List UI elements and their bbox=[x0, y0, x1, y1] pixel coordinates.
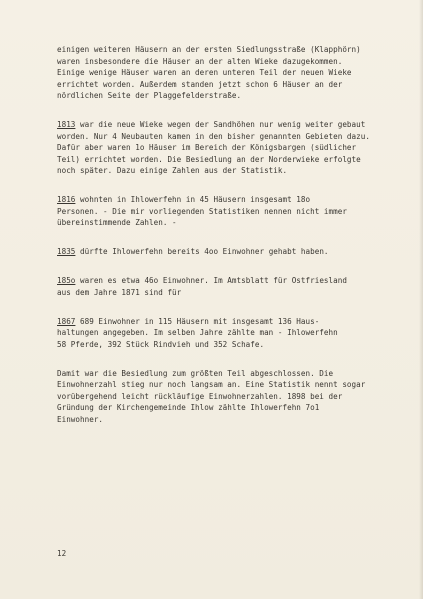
text-line: Gründung der Kirchengemeinde Ihlow zählte Ihlowerfehn 7o1 bbox=[57, 403, 320, 412]
text-line: Personen. - Die mir vorliegenden Statistiken nennen nicht immer bbox=[57, 206, 347, 216]
paragraph-conclusion bbox=[57, 368, 387, 426]
year-label: 1813 bbox=[57, 120, 76, 129]
year-label: 1816 bbox=[57, 195, 76, 204]
paragraph-1816 bbox=[57, 194, 387, 229]
text-line: Einige wenige Häuser waren an deren unteren Teil der neuen Wieke bbox=[57, 68, 352, 77]
text-line: worden. Nur 4 Neubauten kamen in den bisher genannten Gebieten dazu. bbox=[57, 131, 370, 141]
text-line bbox=[57, 119, 387, 131]
year-label: 1835 bbox=[57, 247, 76, 256]
page-body bbox=[57, 44, 387, 443]
page-number: 12 bbox=[57, 549, 67, 558]
paragraph-1867 bbox=[57, 316, 387, 351]
paragraph-1835 bbox=[57, 246, 387, 258]
text-line: noch später. Dazu einige Zahlen aus der Statistik. bbox=[57, 166, 288, 175]
text-fragment: dürfte Ihlowerfehn bereits 4oo Einwohner gehabt haben. bbox=[75, 247, 329, 256]
text-line: übereinstimmende Zahlen. - bbox=[57, 218, 177, 227]
paragraph-settlement-intro bbox=[57, 44, 387, 102]
text-line: nördlichen Seite der Plaggefelderstraße. bbox=[57, 91, 242, 100]
text-line: Dafür aber waren 1o Häuser im Bereich der Königsbargen (südlicher bbox=[57, 143, 357, 152]
text-fragment: wohnten in Ihlowerfehn in 45 Häusern insgesamt 18o bbox=[75, 195, 311, 204]
page-edge-shadow bbox=[419, 0, 423, 599]
text-line: aus dem Jahre 1871 sind für bbox=[57, 287, 182, 297]
paragraph-1813 bbox=[57, 119, 387, 177]
text-line: Einwohnerzahl stieg nur noch langsam an. Eine Statistik nennt sogar bbox=[57, 380, 366, 389]
text-line: vorübergehend leicht rückläufige Einwohnerzahlen. 1898 bei der bbox=[57, 391, 343, 401]
text-line bbox=[57, 275, 387, 287]
text-fragment: waren es etwa 46o Einwohner. Im Amtsblatt für Ostfriesland bbox=[75, 276, 347, 285]
text-line bbox=[57, 316, 387, 328]
year-label: 185o bbox=[57, 276, 76, 285]
text-line bbox=[57, 246, 387, 258]
text-line: 58 Pferde, 392 Stück Rindvieh und 352 Schafe. bbox=[57, 339, 265, 349]
text-line: Teil) errichtet worden. Die Besiedlung an der Norderwieke erfolgte bbox=[57, 154, 361, 164]
text-line: Damit war die Besiedlung zum größten Teil abgeschlossen. Die bbox=[57, 368, 334, 378]
text-line bbox=[57, 194, 387, 206]
text-line: haltungen angegeben. Im selben Jahre zählte man - Ihlowerfehn bbox=[57, 328, 338, 337]
year-label: 1867 bbox=[57, 316, 76, 326]
text-fragment: 689 Einwohner in 115 Häusern mit insgesamt 136 Haus- bbox=[75, 316, 320, 326]
text-line: errichtet worden. Außerdem standen jetzt schon 6 Häuser an der bbox=[57, 79, 343, 89]
text-fragment: war die neue Wieke wegen der Sandhöhen nur wenig weiter gebaut bbox=[75, 120, 366, 129]
text-line: Einwohner. bbox=[57, 414, 104, 424]
paragraph-1850 bbox=[57, 275, 387, 298]
text-line: waren insbesondere die Häuser an der alten Wieke dazugekommen. bbox=[57, 56, 343, 66]
text-line: einigen weiteren Häusern an der ersten Siedlungsstraße (Klapphörn) bbox=[57, 45, 361, 54]
